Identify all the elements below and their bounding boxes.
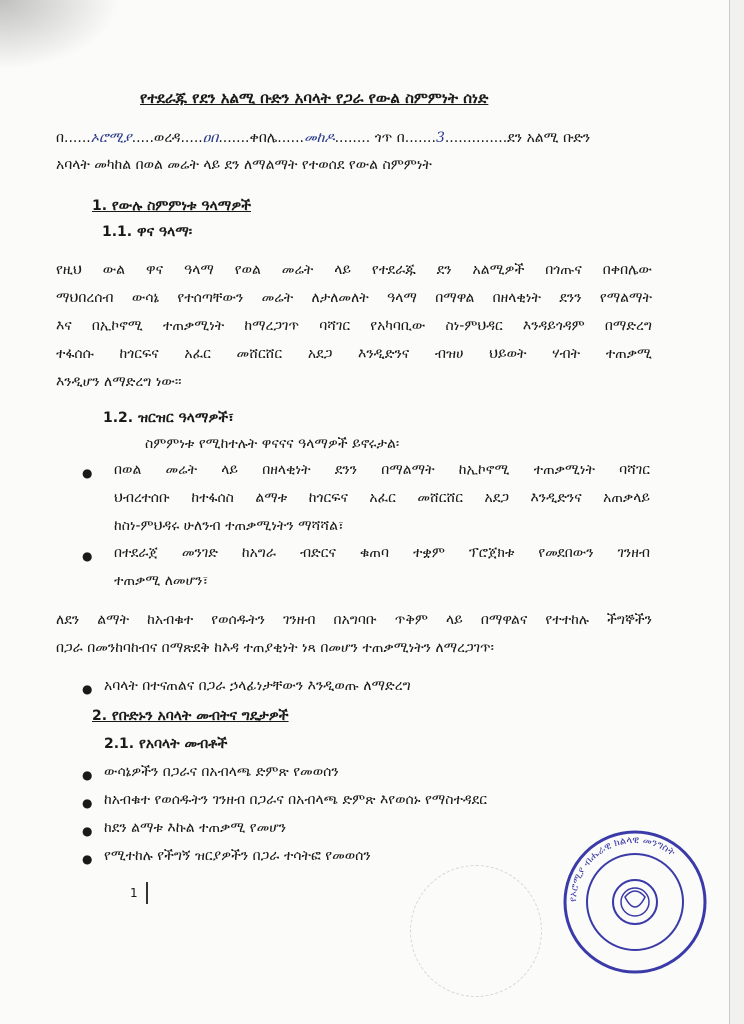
- section-1-heading: 1. የውሉ ስምምነቱ ዓላማዎች: [92, 198, 251, 214]
- handwritten-group-no: 3: [435, 130, 445, 146]
- handwritten-woreda: ዐበ: [202, 130, 219, 146]
- section-1-2-heading: [103, 410, 234, 426]
- section-1-1-heading: 1.1. ዋና ዓላማ፡: [102, 224, 193, 240]
- handwritten-kebele: መከዶ: [303, 130, 335, 146]
- bullet-a1-line-3: ከስነ-ምህዳሩ ሁለንብ ተጠቃሚነትን ማሻሻል፣: [114, 518, 344, 534]
- kebele-label: ቀበሌ: [249, 130, 278, 146]
- rights-item-4: የሚተከሉ የችግኝ ዝርያዎችን በጋራ ተሳትፎ የመወሰን: [104, 848, 371, 864]
- group-label: ደን አልሚ ቡድን: [507, 130, 591, 146]
- official-stamp: [560, 827, 710, 977]
- para-2-line-2: በጋራ በመንከባከብና በማጽደቅ ከእዳ ተጠያቂነት ነጻ በመሆን ተጠቃሚነትን ለማረጋገጥ፡: [56, 640, 494, 656]
- bullet-b: አባላት በተናጠልና በጋራ ኃላፊነታቸውን እንዲወጡ ለማድረግ: [104, 678, 411, 694]
- gott-label: ጎጥ በ: [374, 130, 405, 146]
- faint-stamp-impression: [410, 865, 542, 997]
- bullet-a1-line-1: በወል መሬት ላይ በዘላቂነት ደንን በማልማት ከኢኮኖሚ ተጠቃሚነት ባሻገር: [114, 462, 650, 478]
- section-1-2-label: 1.2. ዝርዝር ዓላማዎች፣: [103, 410, 234, 426]
- text-cursor-mark: [146, 882, 148, 904]
- svg-text:የኦሮሚያ ብሔራዊ ክልላዊ መንግስት: [568, 835, 677, 902]
- scan-shadow: [0, 0, 120, 70]
- para-1-line-1: የዚህ ውል ዋና ዓላማ የወል መሬት ላይ የተደራጁ ደን አልሚዎች በጎጡና በቀበሌው: [56, 262, 652, 278]
- bullet-a1-line-2: ህብረተሰቡ ከተፋሰስ ልማቱ ከጎርፍና አፈር መሸርሸር አደጋ እንዲድንና አጠቃላይ: [114, 490, 650, 506]
- bullet-icon: ●: [82, 682, 93, 696]
- page-edge: [729, 0, 744, 1024]
- bullet-icon: ●: [82, 852, 93, 866]
- para-1-line-4: ተፋሰሱ ከጎርፍና አፈር መሸርሸር አደጋ እንዲድንና ብዝሀ ህይወት ሃብት ተጠቃሚ: [56, 346, 652, 362]
- bullet-icon: ●: [82, 466, 93, 480]
- section-1-2-intro: ስምምነቱ የሚከተሉት ዋናናና ዓላማዎች ይኖሩታል፡: [145, 436, 400, 452]
- bullet-a2-line-2: ተጠቃሚ ለመሆን፣: [114, 573, 209, 589]
- intro-line-2: አባላት መካከል በወል መሬት ላይ ደን ለማልማት የተወሰደ የውል ስምምነት: [56, 157, 432, 173]
- page-number: 1: [130, 886, 138, 900]
- para-1-line-3: እና በኢኮኖሚ ተጠቃሚነት ከማረጋገጥ ባሻገር የአካባቢው ስነ-ምህዳር እንዳይጎዳም በማድረግ: [56, 318, 652, 334]
- para-1-line-5: እንዲሆን ለማድረግ ነው፡፡: [56, 374, 182, 390]
- document-title: የተደራጁ የደን አልሚ ቡድን አባላት የጋራ የውል ስምምነት ሰነድ: [140, 89, 489, 107]
- para-2-line-1: ለደን ልማት ከአብቁተ የወሰዱትን ገንዘብ በአግባቡ ጥቅም ላይ በማዋልና የተተከሉ ችግኞችን: [56, 612, 652, 628]
- bullet-a2-line-1: በተደራጀ መንገድ ከአግራ ብድርና ቁጠባ ተቋም ፕሮጀክቱ የመደበውን ገንዘብ: [114, 545, 650, 561]
- bullet-icon: ●: [82, 768, 93, 782]
- rights-item-1: ውሳኔዎችን በጋራና በአብላጫ ድምጽ የመወሰን: [104, 764, 339, 780]
- bullet-icon: ●: [82, 549, 93, 563]
- bullet-icon: ●: [82, 824, 93, 838]
- stamp-ring-text: የኦሮሚያ ብሔራዊ ክልላዊ መንግስት: [567, 834, 677, 903]
- para-1-line-2: ማህበረሰብ ውሳኔ የተሰጣቸውን መሬት ለታለመለት ዓላማ በማዋል በዘላቂነት ደንን የማልማት: [56, 290, 652, 306]
- intro-prefix: በ: [56, 130, 65, 146]
- woreda-label: ወረዳ: [153, 130, 181, 146]
- intro-line-1: በ......ኦሮሚያ.....ወረዳ.....ዐበ.......ቀበሌ......መከዶ........ ጎጥ በ.......3..............ደን አልሚ ቡድን: [56, 130, 591, 146]
- rights-item-2: ከአብቁተ የወሰዱትን ገንዘብ በጋራና በአብላጫ ድምጽ እየወሰኑ የማስተዳደር: [104, 792, 488, 808]
- section-2-1-heading: 2.1. የአባላት መብቶች: [104, 736, 228, 752]
- section-2-heading: 2. የቡድኑን አባላት መብትና ግዴታዎች: [92, 708, 289, 724]
- rights-item-3: ከደን ልማቱ እኩል ተጠቃሚ የመሆን: [104, 820, 287, 836]
- handwritten-region: ኦሮሚያ: [90, 130, 132, 146]
- bullet-icon: ●: [82, 796, 93, 810]
